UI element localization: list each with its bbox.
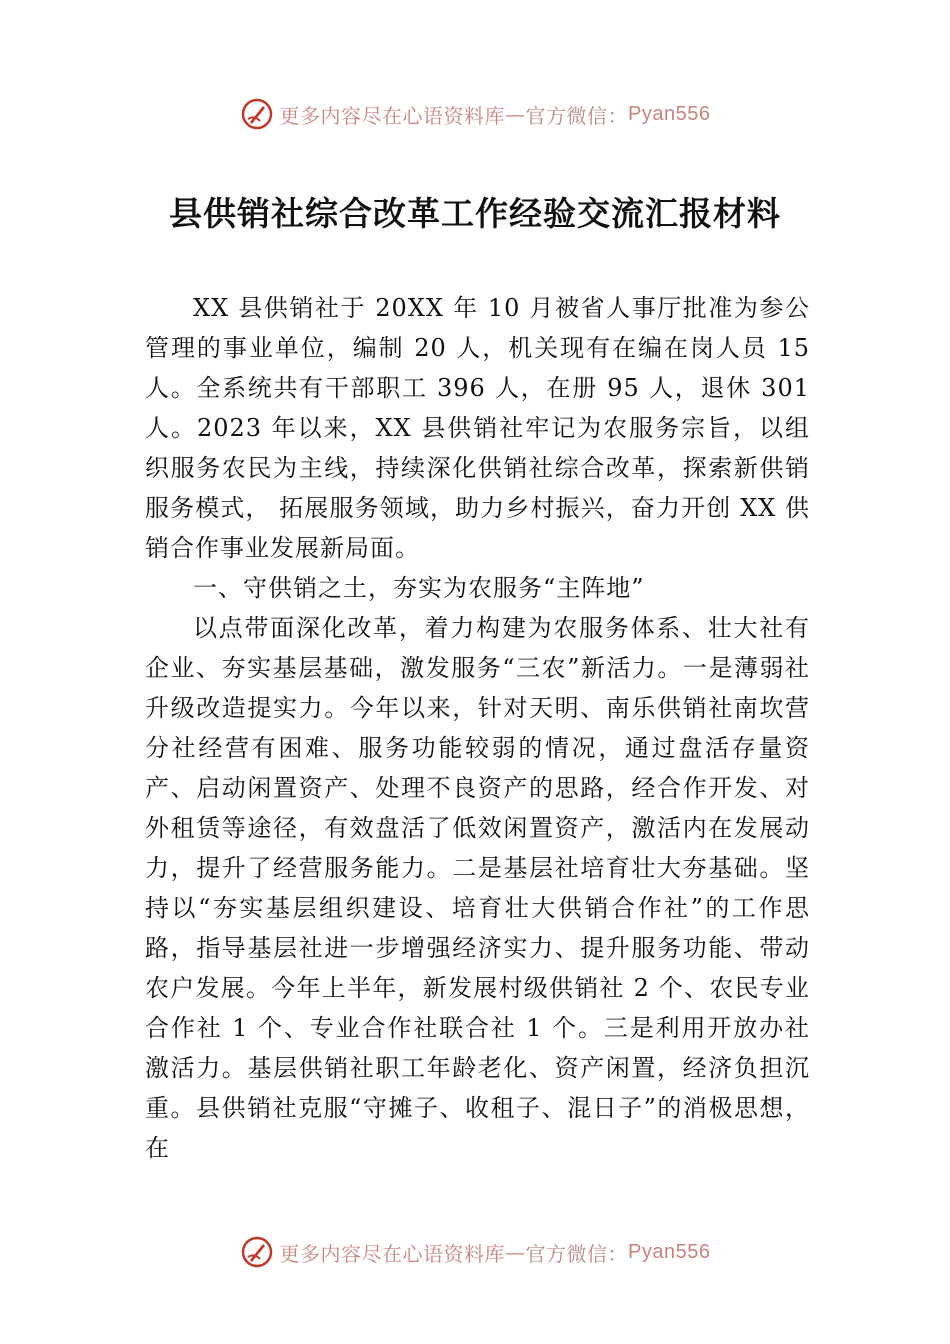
watermark-separator: —: [505, 102, 526, 126]
section-heading-1: 一、守供销之土，夯实为农服务“主阵地”: [193, 574, 645, 602]
watermark-header: [0, 94, 950, 134]
watermark-brand: 更多内容尽在心语资料库: [279, 1241, 506, 1266]
quill-logo-icon: [240, 1235, 274, 1269]
paragraph-section-1: 以点带面深化改革，着力构建为农服务体系、壮大社有企业、夯实基层基础，激发服务“三农”新活力。一是薄弱社升级改造提实力。今年以来，针对天明、南乐供销社南坎营分社经营有困难、服务功能较弱的情况，通过盘活存量资产、启动闲置资产、处理不良资产的思路，经合作开发、对外租赁等途径，有效盘活了低效闲置资产，激活内在发展动力，提升了经营服务能力。二是基层社培育壮大夯基础。坚持以“夯实基层组织建设、培育壮大供销合作社”的工作思路，指导基层社进一步增强经济实力、提升服务功能、带动农户发展。今年上半年，新发展村级供销社 2 个、农民专业合作社 1 个、专业合作社联合社 1 个。三是利用开放办社激活力。基层供销社职工年龄老化、资产闲置，经济负担沉重。县供销社克服“守摊子、收租子、混日子”的消极思想，在: [145, 614, 810, 1162]
quill-logo-icon: [240, 97, 274, 131]
watermark-wechat-label: 官方微信：: [525, 103, 629, 128]
watermark-separator: —: [505, 1240, 526, 1264]
paragraph-intro: XX 县供销社于 20XX 年 10 月被省人事厅批准为参公管理的事业单位，编制 20 人，机关现有在编在岗人员 15 人。全系统共有干部职工 396 人，在册 95 人，退休 301 人。2023 年以来，XX 县供销社牢记为农服务宗旨，以组织服务农民为主线，持续深化供销社综合改革，探索新供销服务模式， 拓展服务领域，助力乡村振兴，奋力开创 XX 供销合作事业发展新局面。: [145, 294, 810, 562]
watermark-footer: [0, 1232, 950, 1272]
document-title: 县供销社综合改革工作经验交流汇报材料: [169, 194, 781, 233]
watermark-wechat-label: 官方微信：: [525, 1241, 629, 1266]
document-body: [145, 288, 810, 1168]
watermark-wechat-id: Pyan556: [628, 1240, 711, 1263]
watermark-brand: 更多内容尽在心语资料库: [279, 103, 506, 128]
watermark-wechat-id: Pyan556: [628, 102, 711, 125]
